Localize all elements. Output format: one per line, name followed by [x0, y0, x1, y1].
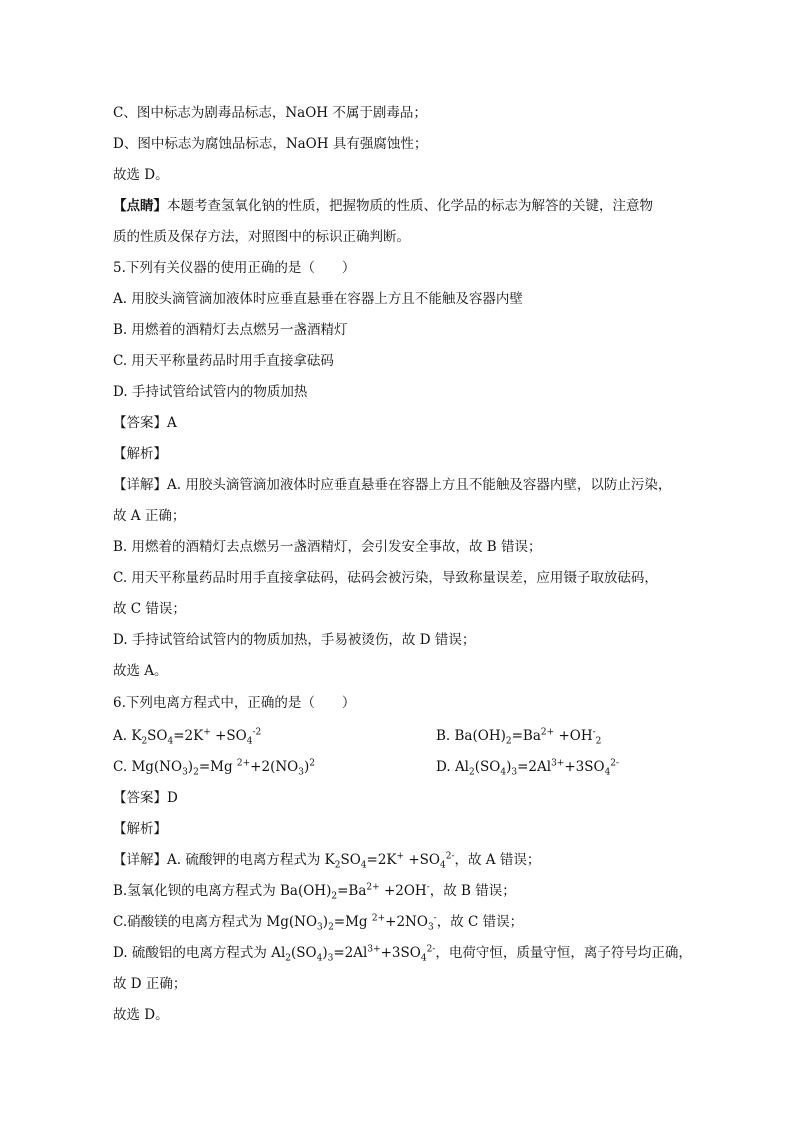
q5-detail-2: 故 A 正确；: [113, 508, 186, 524]
q6-detail-b: B.氢氧化钡的电离方程式为 $Ba(OH)_2=Ba^{2+} +2OH^-$，故 B 错误；: [113, 882, 516, 902]
q5-option-c: C. 用天平称量药品时用手直接拿砝码: [113, 353, 334, 369]
comment-line-1: 【点睛】本题考查氢氧化钠的性质，把握物质的性质、化学品的标志为解答的关键，注意物: [113, 198, 653, 214]
q6-option-a: A. $K_2SO_4=2K^+ +SO_4^{-2}$: [113, 727, 262, 747]
q5-detail-5: 故 C 错误；: [113, 601, 186, 617]
q5-stem: 5.下列有关仪器的使用正确的是（ ）: [113, 260, 356, 276]
q6-detail-a: 【详解】A. 硫酸钾的电离方程式为 $K_2SO_4=2K^+ +SO_4^{2-}$，故 A 错误；: [113, 851, 541, 871]
q5-detail-4: C. 用天平称量药品时用手直接拿砝码，砝码会被污染，导致称量误差，应用镊子取放砝码，: [113, 570, 658, 586]
q5-option-b: B. 用燃着的酒精灯去点燃另一盏酒精灯: [113, 322, 348, 338]
q5-option-d: D. 手持试管给试管内的物质加热: [113, 384, 308, 400]
prev-choice: 故选 D。: [113, 167, 169, 183]
q6-option-b: B. $Ba(OH)_2=Ba^{2+} +OH^-_2$: [436, 727, 602, 747]
q6-stem: 6.下列电离方程式中，正确的是（ ）: [113, 695, 356, 711]
q6-answer: 【答案】D: [113, 790, 178, 806]
q6-choice: 故选 D。: [113, 1007, 169, 1023]
q6-detail-c: C.硝酸镁的电离方程式为 $Mg(NO_3)_2=Mg$ $^{2+}+2NO_3^-$，故 C 错误；: [113, 913, 524, 933]
q5-detail-6: D. 手持试管给试管内的物质加热，手易被烫伤，故 D 错误；: [113, 632, 476, 648]
q5-option-a: A. 用胶头滴管滴加液体时应垂直悬垂在容器上方且不能触及容器内壁: [113, 291, 523, 307]
q6-detail-d: D. 硫酸铝的电离方程式为 $Al_2(SO_4)_3=2Al^{3+}+3SO_4^{2-}$，电荷守恒，质量守恒，离子符号均正确，: [113, 944, 692, 964]
q6-option-c: C. $Mg(NO_3)_2=Mg$ $^{2+}+2(NO_3)^2$: [113, 758, 315, 778]
q6-option-d: D. $Al_2(SO_4)_3=2Al^{3+}+3SO_4^{2-}$: [436, 758, 620, 778]
q6-analysis-tag: 【解析】: [113, 821, 167, 837]
q5-analysis-tag: 【解析】: [113, 446, 167, 462]
prev-option-c-analysis: C、图中标志为剧毒品标志，NaOH 不属于剧毒品；: [113, 105, 427, 121]
q5-detail-3: B. 用燃着的酒精灯去点燃另一盏酒精灯，会引发安全事故，故 B 错误；: [113, 539, 542, 555]
prev-option-d-analysis: D、图中标志为腐蚀品标志，NaOH 具有强腐蚀性；: [113, 136, 428, 152]
q6-detail-d-cont: 故 D 正确；: [113, 976, 187, 992]
comment-line-2: 质的性质及保存方法，对照图中的标识正确判断。: [113, 229, 410, 245]
q5-choice: 故选 A。: [113, 663, 168, 679]
comment-tag: 【点睛】: [113, 198, 167, 214]
q5-answer: 【答案】A: [113, 415, 177, 431]
q5-detail-1: 【详解】A. 用胶头滴管滴加液体时应垂直悬垂在容器上方且不能触及容器内壁，以防止污染，: [113, 477, 672, 493]
